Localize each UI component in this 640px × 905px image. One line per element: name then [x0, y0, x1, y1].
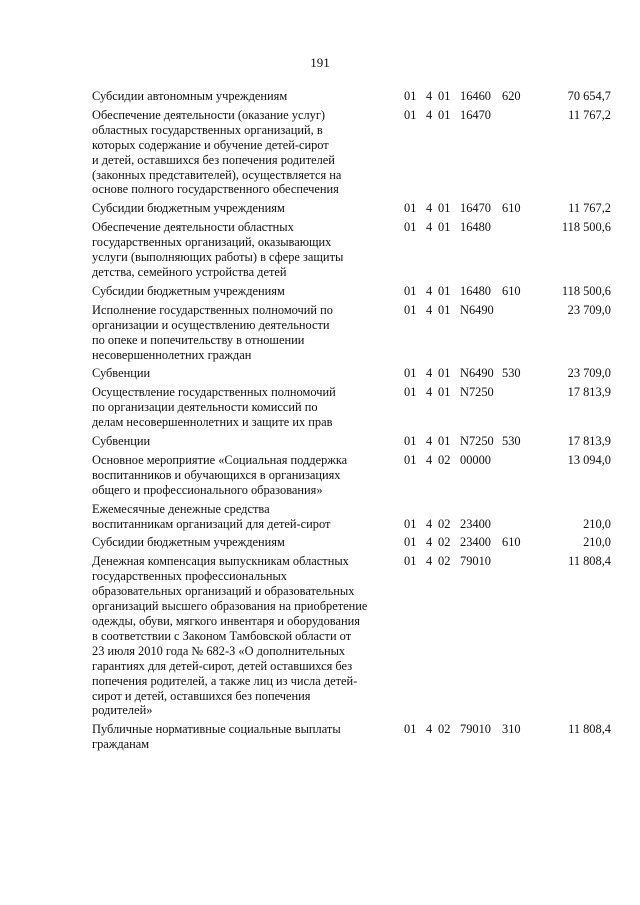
code-part: 01 [404, 722, 417, 737]
row-name-line: гарантиях для детей-сирот, детей оставшихся без [92, 658, 353, 673]
page-number: 191 [310, 55, 330, 70]
row-name [92, 366, 390, 381]
row-expense-type: 610 [502, 283, 521, 298]
row-name [92, 502, 390, 532]
row-name-line: 23 июля 2010 года № 682-З «О дополнительных [92, 643, 346, 658]
row-name-line: Ежемесячные денежные средства [92, 501, 270, 516]
row-amount: 210,0 [583, 535, 611, 550]
row-name-line: гражданам [92, 737, 150, 752]
code-part: 4 [426, 201, 433, 216]
row-amount: 23 709,0 [567, 366, 611, 381]
code-part: N6490 [460, 366, 494, 381]
table-row [0, 284, 640, 299]
code-part: 01 [438, 283, 451, 298]
code-part: 4 [426, 554, 433, 569]
code-part: 4 [426, 366, 433, 381]
row-amount: 23 709,0 [567, 302, 611, 317]
code-part: 01 [438, 89, 451, 103]
code-part: 4 [426, 220, 433, 235]
code-part: N7250 [460, 434, 494, 449]
code-part: 79010 [460, 722, 491, 737]
code-part: 4 [426, 385, 433, 400]
row-name [92, 108, 390, 197]
row-name-line: Осуществление государственных полномочий [92, 385, 336, 400]
row-name-line: Субсидии бюджетным учреждениям [92, 201, 285, 216]
code-part: 4 [426, 516, 433, 531]
table-row [0, 535, 640, 550]
table-row [0, 220, 640, 280]
row-name-line: Субвенции [92, 434, 151, 449]
row-expense-type: 530 [502, 434, 521, 449]
row-name [92, 284, 390, 299]
table-row [0, 201, 640, 216]
code-part: 16470 [460, 107, 491, 122]
code-part: 4 [426, 452, 433, 467]
row-name [92, 385, 390, 430]
row-name-line: государственных профессиональных [92, 569, 288, 584]
row-name-line: Денежная компенсация выпускникам областных [92, 554, 349, 569]
row-amount: 17 813,9 [567, 434, 611, 449]
code-part: 01 [438, 220, 451, 235]
row-name-line: (законных представителей), осуществляется на [92, 167, 342, 182]
code-part: 01 [404, 554, 417, 569]
table-row [0, 722, 640, 752]
row-name-line: по опеке и попечительству в отношении [92, 332, 305, 347]
row-name-line: детства, семейного устройства детей [92, 264, 287, 279]
row-name-line: сирот и детей, оставшихся без попечения [92, 688, 311, 703]
row-expense-type: 610 [502, 201, 521, 216]
code-part: 00000 [460, 452, 491, 467]
row-name-line: Исполнение государственных полномочий по [92, 302, 333, 317]
code-part: N7250 [460, 385, 494, 400]
code-part: 01 [404, 535, 417, 550]
table-row [0, 453, 640, 498]
code-part: 4 [426, 302, 433, 317]
row-amount: 70 654,7 [567, 89, 611, 103]
code-part: 01 [438, 385, 451, 400]
row-name-line: несовершеннолетних граждан [92, 347, 252, 362]
row-name-line: государственных организаций, оказывающих [92, 235, 332, 250]
code-part: 01 [438, 434, 451, 449]
row-amount: 11 767,2 [568, 201, 611, 216]
row-name-line: Субсидии бюджетным учреждениям [92, 283, 285, 298]
row-name-line: Основное мероприятие «Социальная поддержка [92, 452, 348, 467]
row-name-line: основе полного государственного обеспечения [92, 182, 339, 197]
code-part: 01 [438, 366, 451, 381]
code-part: 4 [426, 283, 433, 298]
table-row [0, 385, 640, 430]
code-part: 4 [426, 434, 433, 449]
row-name-line: Публичные нормативные социальные выплаты [92, 722, 341, 737]
row-name-line: воспитанникам организаций для детей-сирот [92, 516, 331, 531]
row-expense-type: 610 [502, 535, 521, 550]
code-part: 01 [404, 89, 417, 103]
code-part: 79010 [460, 554, 491, 569]
code-part: 4 [426, 535, 433, 550]
row-name-line: организаций высшего образования на приобретение [92, 599, 368, 614]
table-row [0, 303, 640, 363]
row-amount: 118 500,6 [561, 220, 611, 235]
table-row [0, 366, 640, 381]
row-name-line: воспитанников и обучающихся в организациях [92, 467, 341, 482]
row-amount: 17 813,9 [567, 385, 611, 400]
row-name-line: Обеспечение деятельности (оказание услуг) [92, 107, 326, 122]
code-part: 01 [404, 201, 417, 216]
code-part: 01 [404, 220, 417, 235]
row-amount: 11 808,4 [568, 722, 611, 737]
row-name-line: общего и профессионального образования» [92, 482, 323, 497]
row-name-line: в соответствии с Законом Тамбовской области от [92, 628, 352, 643]
table-row [0, 434, 640, 449]
row-name-line: Субвенции [92, 366, 151, 381]
table-row [0, 89, 640, 104]
code-part: 16460 [460, 89, 491, 103]
row-name [92, 89, 390, 104]
row-amount: 13 094,0 [567, 452, 611, 467]
code-part: 01 [438, 107, 451, 122]
code-part: 01 [404, 283, 417, 298]
row-expense-type: 530 [502, 366, 521, 381]
row-name-line: образовательных организаций и образовательных [92, 584, 355, 599]
code-part: 02 [438, 554, 451, 569]
row-name [92, 434, 390, 449]
table-row [0, 502, 640, 532]
row-name-line: Субсидии бюджетным учреждениям [92, 535, 285, 550]
code-part: 02 [438, 452, 451, 467]
row-name-line: Субсидии автономным учреждениям [92, 89, 288, 103]
row-amount: 118 500,6 [561, 283, 611, 298]
row-name-line: делам несовершеннолетних и защите их прав [92, 415, 333, 430]
code-part: 01 [404, 385, 417, 400]
code-part: N6490 [460, 302, 494, 317]
code-part: 01 [404, 452, 417, 467]
row-name-line: областных государственных организаций, в [92, 122, 323, 137]
row-expense-type: 620 [502, 89, 521, 103]
row-name-line: по организации деятельности комиссий по [92, 400, 318, 415]
code-part: 16470 [460, 201, 491, 216]
code-part: 01 [404, 434, 417, 449]
code-part: 4 [426, 722, 433, 737]
row-name [92, 554, 390, 718]
code-part: 01 [404, 107, 417, 122]
code-part: 01 [404, 302, 417, 317]
row-amount: 210,0 [583, 516, 611, 531]
row-amount: 11 767,2 [568, 107, 611, 122]
row-name-line: Обеспечение деятельности областных [92, 220, 294, 235]
code-part: 01 [404, 516, 417, 531]
row-name-line: организации и осуществлению деятельности [92, 317, 330, 332]
row-name [92, 535, 390, 550]
budget-table [0, 89, 640, 756]
code-part: 02 [438, 535, 451, 550]
code-part: 01 [438, 201, 451, 216]
row-name [92, 201, 390, 216]
code-part: 16480 [460, 220, 491, 235]
row-name-line: попечения родителей, а также лиц из числа детей- [92, 673, 358, 688]
row-name [92, 453, 390, 498]
row-name [92, 303, 390, 363]
row-name [92, 220, 390, 280]
row-name-line: родителей» [92, 703, 153, 718]
row-name [92, 722, 390, 752]
row-name-line: и детей, оставшихся без попечения родителей [92, 152, 335, 167]
table-row [0, 108, 640, 197]
table-row [0, 554, 640, 718]
row-name-line: одежды, обуви, мягкого инвентаря и оборудования [92, 614, 360, 628]
code-part: 4 [426, 107, 433, 122]
code-part: 01 [404, 366, 417, 381]
code-part: 23400 [460, 535, 491, 550]
code-part: 01 [438, 302, 451, 317]
code-part: 23400 [460, 516, 491, 531]
code-part: 16480 [460, 283, 491, 298]
code-part: 4 [426, 89, 433, 103]
row-amount: 11 808,4 [568, 554, 611, 569]
code-part: 02 [438, 722, 451, 737]
row-name-line: услуги (выполняющих работы) в сфере защиты [92, 250, 344, 265]
row-name-line: которых содержание и обучение детей-сирот [92, 137, 329, 152]
code-part: 02 [438, 516, 451, 531]
row-expense-type: 310 [502, 722, 521, 737]
